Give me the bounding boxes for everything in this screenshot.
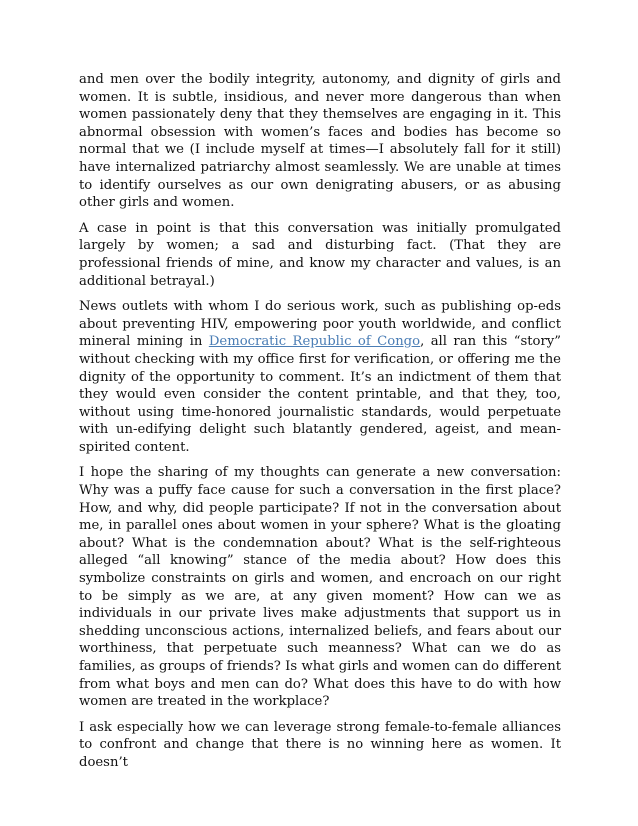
paragraph-4: I hope the sharing of my thoughts can generate a new conversation: Why was a puffy face cause for such a conversation in the first place? How, and why, did people participate? If not in the conversation about me, in parallel ones about women in your sphere? What is the gloating about? What is the condemnation about? What is the self-righteous alleged “all knowing” stance of the media about? How does this symbolize constraints on girls and women, and encroach on our right to be simply as we are, at any given moment? How can we as individuals in our private lives make adjustments that support us in shedding unconscious actions, internalized beliefs, and fears about our worthiness, that perpetuate such meanness? What can we do as families, as groups of friends? Is what girls and women can do different from what boys and men can do? What does this have to do with how women are treated in the workplace? [79, 465, 561, 710]
drc-link[interactable]: Democratic Republic of Congo [208, 334, 421, 350]
paragraph-2: A case in point is that this conversation was initially promulgated largely by women; a sad and disturbing fact. (That they are professional friends of mine, and know my character and values, is an additional betrayal.) [79, 220, 561, 289]
paragraph-1: and men over the bodily integrity, autonomy, and dignity of girls and women. It is subtle, insidious, and never more dangerous than when women passionately deny that they themselves are engaging in it. This abnormal obsession with women’s faces and bodies has become so normal that we (I include myself at times—I absolutely fall for it still) have internalized patriarchy almost seamlessly. We are unable at times to identify ourselves as our own denigrating abusers, or as abusing other girls and women. [79, 72, 561, 211]
paragraph-3-text-after: , all ran this “story” without checking with my office first for verification, or offering me the dignity of the opportunity to comment. It’s an indictment of them that they would even consider the content printable, and that they, too, without using time-honored journalistic standards, would perpetuate with un-edifying delight such blatantly gendered, ageist, and mean-spirited content. [79, 334, 561, 455]
paragraph-3 [79, 298, 561, 456]
paragraph-3-text-before: News outlets with whom I do serious work, such as publishing op-eds about preventing HIV, empowering poor youth worldwide, and conflict mineral mining in [79, 299, 561, 350]
document-page [79, 71, 561, 780]
paragraph-5: I ask especially how we can leverage strong female-to-female alliances to confront and change that there is no winning here as women. It doesn’t [79, 719, 561, 770]
